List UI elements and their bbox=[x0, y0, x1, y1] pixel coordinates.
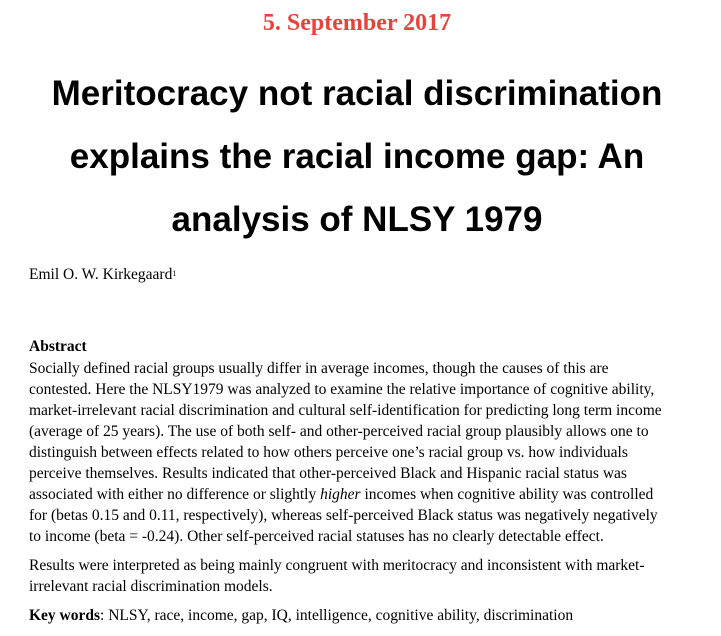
abstract-line: Socially defined racial groups usually differ in average incomes, though the causes of this are bbox=[29, 360, 609, 377]
abstract-paragraph-1 bbox=[29, 358, 689, 547]
abstract-line: for (betas 0.15 and 0.11, respectively), whereas self-perceived Black status was negatively negatively bbox=[29, 507, 658, 524]
keywords-line bbox=[29, 605, 709, 626]
abstract-text: incomes when cognitive ability was controlled bbox=[360, 486, 654, 503]
keywords-label: Key words bbox=[29, 607, 101, 624]
title-line: Meritocracy not racial discrimination bbox=[51, 74, 663, 113]
abstract-line bbox=[29, 484, 689, 505]
abstract-line: irrelevant racial discrimination models. bbox=[29, 578, 273, 595]
author-line bbox=[29, 265, 176, 285]
emphasis-higher: higher bbox=[320, 486, 361, 503]
paper-title bbox=[20, 62, 694, 251]
keywords-text: : NLSY, race, income, gap, IQ, intelligence, cognitive ability, discrimination bbox=[100, 607, 574, 624]
abstract-line: perceive themselves. Results indicated that other-perceived Black and Hispanic racial status was bbox=[29, 465, 627, 482]
abstract-line: to income (beta = -0.24). Other self-perceived racial statuses has no clearly detectable effect. bbox=[29, 528, 604, 545]
affiliation-mark: 1 bbox=[172, 269, 177, 278]
abstract-text: associated with either no difference or slightly bbox=[29, 486, 321, 503]
title-line: explains the racial income gap: An bbox=[69, 137, 645, 176]
title-line: analysis of NLSY 1979 bbox=[171, 200, 543, 239]
publication-date: 5. September 2017 bbox=[262, 10, 452, 36]
abstract-line: Results were interpreted as being mainly congruent with meritocracy and inconsistent with market- bbox=[29, 557, 645, 574]
abstract-heading: Abstract bbox=[29, 338, 87, 355]
abstract-line: (average of 25 years). The use of both self- and other-perceived racial group plausibly allows one to bbox=[29, 423, 649, 440]
author-name: Emil O. W. Kirkegaard bbox=[29, 266, 173, 283]
abstract-line: contested. Here the NLSY1979 was analyzed to examine the relative importance of cognitive ability, bbox=[29, 381, 655, 398]
abstract-line: market-irrelevant racial discrimination and cultural self-identification for predicting long term income bbox=[29, 402, 662, 419]
abstract-paragraph-2 bbox=[29, 555, 689, 597]
abstract-line: distinguish between effects related to how others perceive one’s racial group vs. how individuals bbox=[29, 444, 628, 461]
